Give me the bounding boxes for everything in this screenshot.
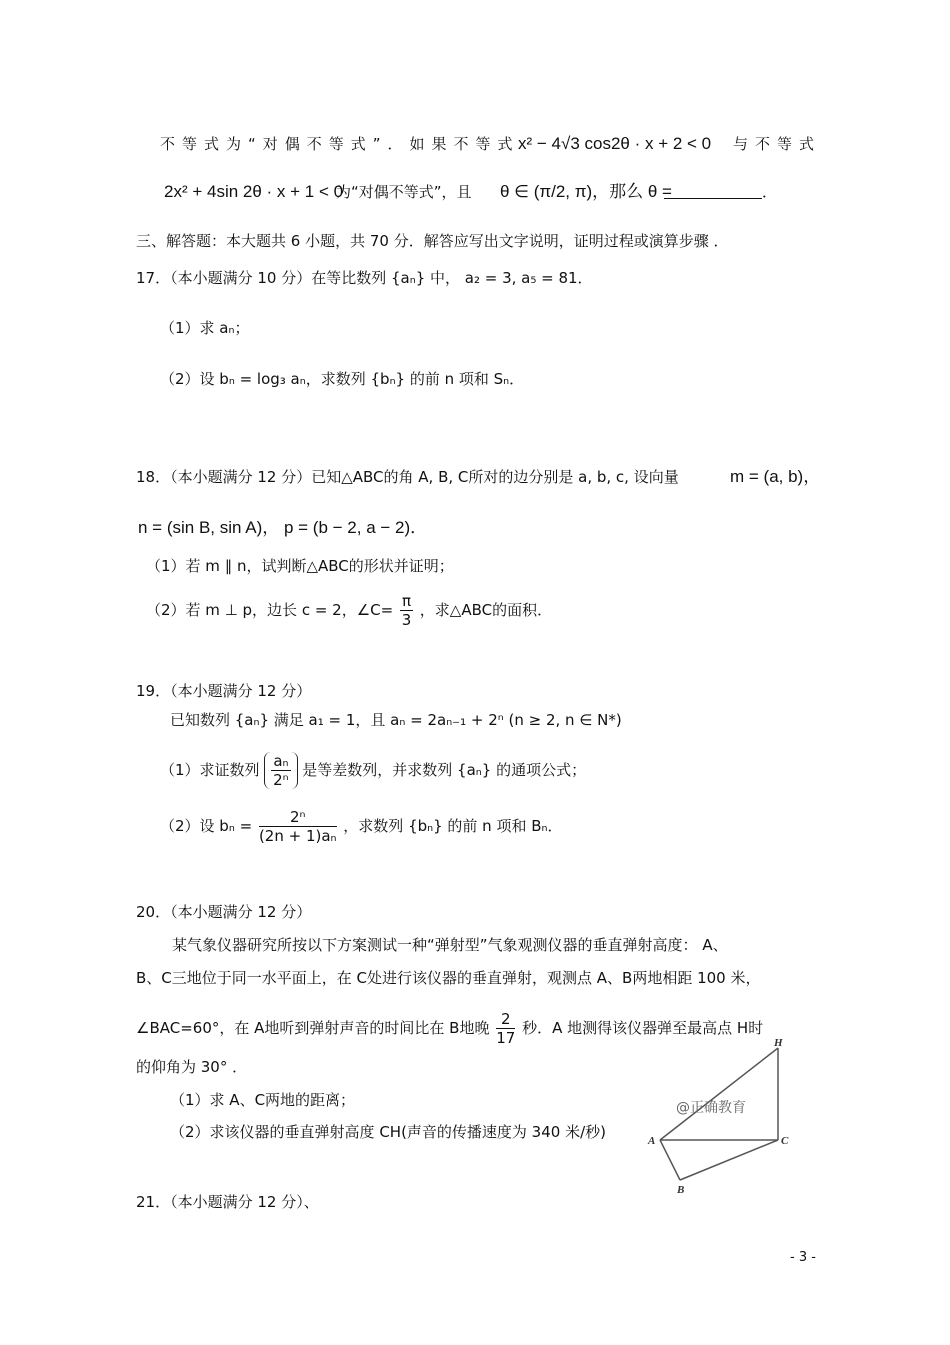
- q20-line3: ∠BAC=60°，在 A地听到弹射声音的时间比在 B地晚 $\frac{2}{17}$ 秒．A 地测得该仪器弹至最高点 H时: [136, 1010, 764, 1047]
- p16-line1: 不等式为“对偶不等式”．如果不等式: [160, 135, 520, 153]
- q21-heading: 21．（本小题满分 12 分）、: [136, 1193, 319, 1211]
- triangle-figure: [640, 1030, 800, 1205]
- watermark: @正确教育: [676, 1100, 746, 1116]
- q20-heading: 20．（本小题满分 12 分）: [136, 903, 312, 921]
- fraction-an-over-2n: $\frac{\text{aₙ}}{\text{2ⁿ}}$: [273, 752, 289, 789]
- q19-part1: （1）求证数列 $\frac{\text{aₙ}}{\text{2ⁿ}}$ 是等差数列，并求数列 {aₙ} 的通项公式；: [160, 752, 587, 789]
- p16-inequality-2: 2x² + 4sin 2θ · x + 1 < 0: [164, 182, 344, 201]
- q19-part2: （2）设 bₙ = $\frac{\text{2ⁿ}}{\text{(2n + 1)aₙ}}$ ，求数列 {bₙ} 的前 n 项和 Bₙ．: [160, 808, 563, 845]
- fraction-bn: $\frac{\text{2ⁿ}}{\text{(2n + 1)aₙ}}$: [258, 808, 337, 845]
- section-3-heading: 三、解答题：本大题共 6 小题，共 70 分．解答应写出文字说明，证明过程或演算步骤 ．: [136, 232, 729, 250]
- p16-inequality-1: x² − 4√3 cos2θ · x + 2 < 0: [518, 134, 712, 153]
- q20-line1: 某气象仪器研究所按以下方案测试一种“弹射型”气象观测仪器的垂直弹射高度： A、: [172, 936, 728, 954]
- q19-given: 已知数列 {aₙ} 满足 a₁ = 1，且 aₙ = 2aₙ₋₁ + 2ⁿ (n ≥ 2, n ∈ N*): [170, 711, 622, 729]
- segment-AB: [660, 1140, 680, 1180]
- page-number: - 3 -: [790, 1250, 816, 1265]
- label-H: H: [774, 1037, 783, 1049]
- q17-part1: （1）求 aₙ；: [160, 319, 250, 337]
- q20-part1: （1）求 A、C两地的距离；: [170, 1091, 356, 1109]
- label-B: B: [677, 1184, 685, 1196]
- label-A: A: [648, 1135, 656, 1147]
- q20-part2: （2）求该仪器的垂直弹射高度 CH(声音的传播速度为 340 米/秒): [170, 1123, 606, 1141]
- q18-heading: 18．（本小题满分 12 分）已知△ABC的角 A, B, C所对的边分别是 a, b, c, 设向量: [136, 468, 679, 486]
- p16-theta: θ ∈ (π/2, π)，那么 θ =: [500, 182, 672, 201]
- p16-line2-text: 为“对偶不等式”，且: [336, 183, 472, 201]
- q19-heading: 19．（本小题满分 12 分）: [136, 682, 312, 700]
- segment-BC: [680, 1140, 778, 1180]
- q18-part2: （2）若 m ⊥ p，边长 c = 2，∠C= $\frac{\pi}{3}$ ，求△ABC的面积．: [146, 592, 553, 629]
- q18-vectors-n-p: n = (sin B, sin A)， p = (b − 2, a − 2)．: [138, 518, 428, 537]
- q18-part1: （1）若 m ∥ n，试判断△ABC的形状并证明；: [146, 557, 454, 575]
- sequence-brace: [264, 752, 297, 789]
- answer-blank: [664, 184, 762, 199]
- q20-line2: B、C三地位于同一水平面上，在 C处进行该仪器的垂直弹射，观测点 A、B两地相距 100 米，: [136, 969, 761, 987]
- p16-answer-blank: ．: [664, 182, 777, 202]
- fraction-2-over-17: $\frac{2}{17}$: [496, 1010, 516, 1047]
- label-C: C: [781, 1135, 789, 1147]
- q17-heading: 17．（本小题满分 10 分）在等比数列 {aₙ} 中， a₂ = 3, a₅ = 81．: [136, 269, 593, 287]
- segment-HA: [660, 1048, 778, 1140]
- fraction-pi-over-3: $\frac{\pi}{3}$: [401, 592, 412, 629]
- q20-line4: 的仰角为 30° ．: [136, 1058, 248, 1076]
- q18-vector-m: m = (a, b)，: [730, 467, 821, 486]
- p16-line1-tail: 与不等式: [733, 135, 822, 153]
- q17-part2: （2）设 bₙ = log₃ aₙ，求数列 {bₙ} 的前 n 项和 Sₙ．: [160, 370, 525, 388]
